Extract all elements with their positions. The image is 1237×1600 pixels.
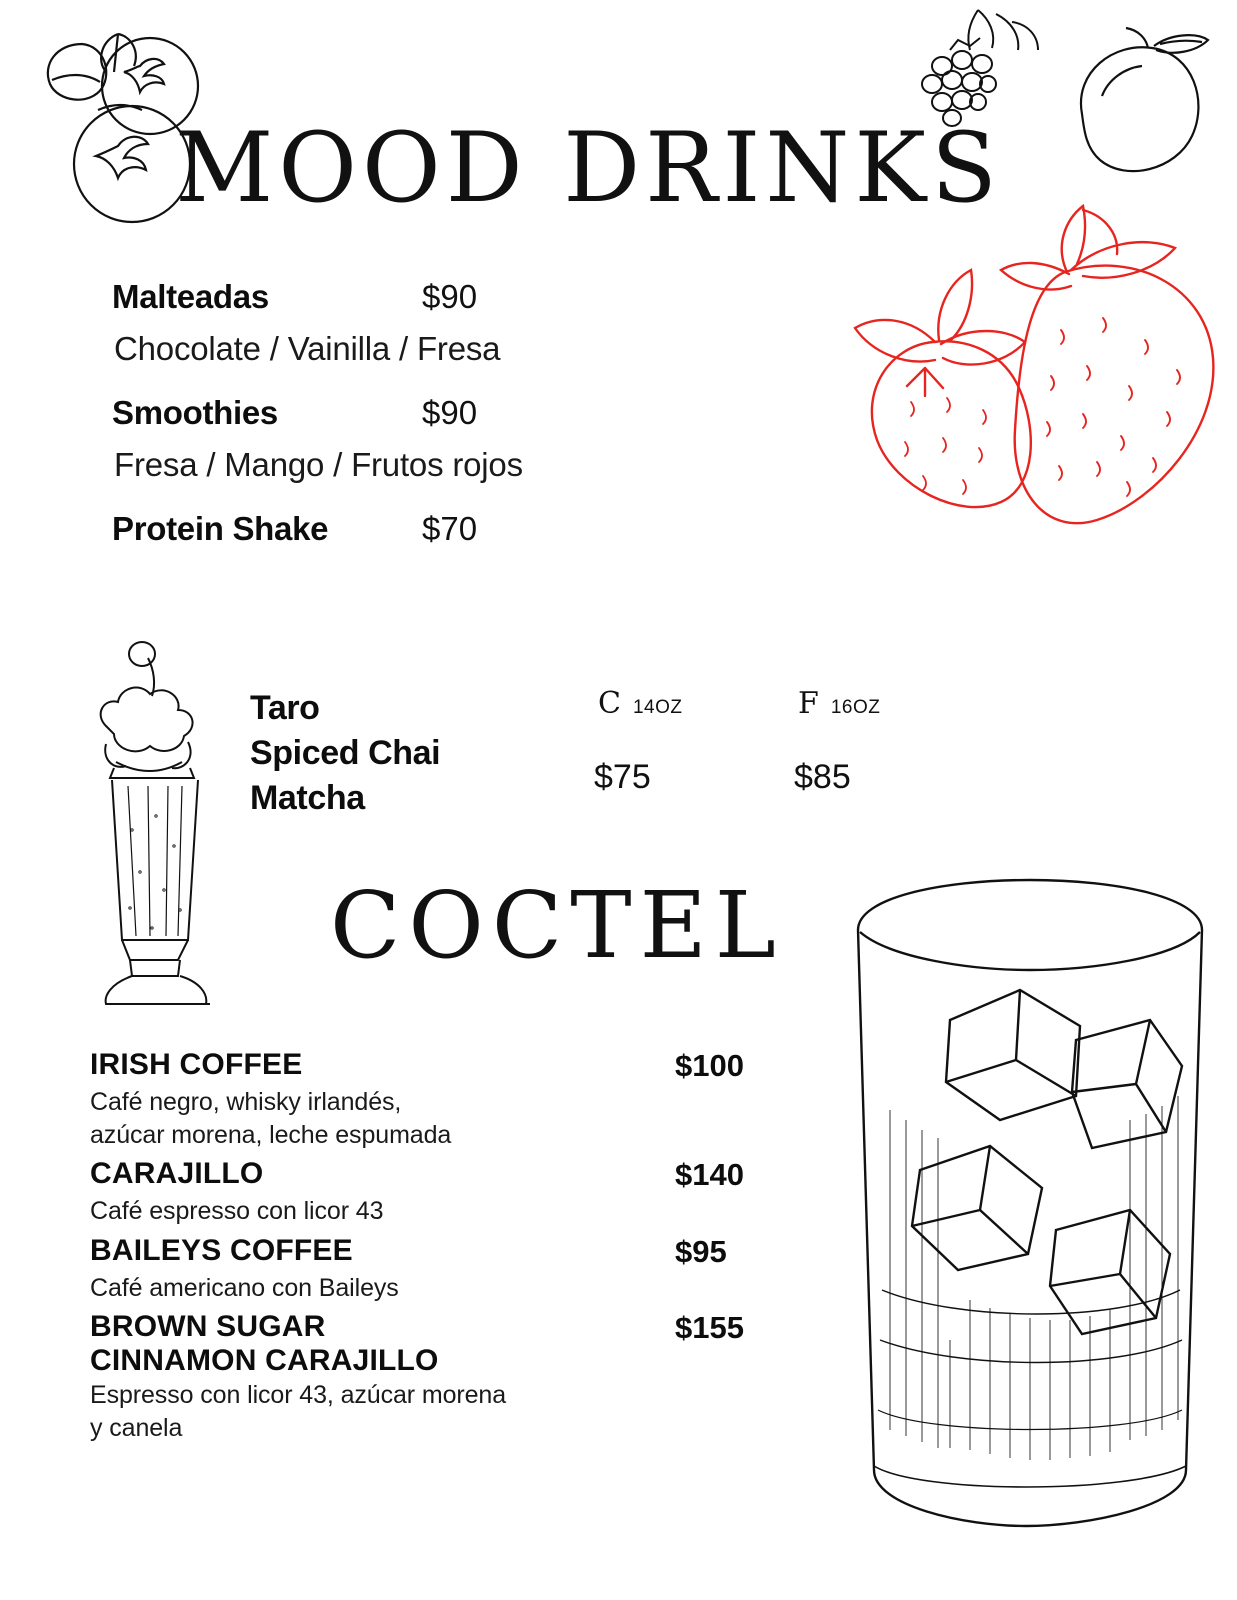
size-letter: F (798, 686, 819, 721)
flavor-list (250, 686, 440, 821)
item-name: Smoothies (112, 394, 278, 431)
size-column-f (798, 686, 880, 721)
coctel-item-brown-sugar-cinnamon-carajillo (90, 1310, 790, 1444)
menu-item-malteadas (112, 278, 812, 316)
price-size-c: $75 (594, 758, 651, 796)
milkshake-icon (70, 640, 250, 1010)
coctel-name: IRISH COFFEE (90, 1048, 303, 1081)
item-name: Protein Shake (112, 510, 329, 547)
menu-item-smoothies (112, 394, 812, 432)
item-name: Malteadas (112, 278, 269, 315)
strawberries-icon (815, 190, 1237, 550)
mango-icon (1030, 18, 1215, 193)
coctel-price: $155 (675, 1310, 744, 1345)
item-price: $70 (422, 510, 478, 547)
mood-drinks-list (112, 278, 812, 548)
price-size-f: $85 (794, 758, 851, 796)
item-description: Chocolate / Vainilla / Fresa (114, 330, 501, 367)
flavor-matcha: Matcha (250, 778, 365, 817)
coctel-description: Café espresso con licor 43 (90, 1197, 384, 1225)
coctel-price: $100 (675, 1048, 744, 1083)
coctel-item-irish-coffee (90, 1048, 790, 1151)
coctel-name: CARAJILLO (90, 1157, 264, 1190)
page-title-mood-drinks: MOOD DRINKS (175, 112, 1002, 224)
coctel-item-baileys-coffee (90, 1234, 790, 1305)
flavor-spiced-chai: Spiced Chai (250, 733, 441, 772)
coctel-name: BAILEYS COFFEE (90, 1233, 353, 1267)
item-price: $90 (422, 278, 478, 315)
coctel-description: Café negro, whisky irlandés, azúcar morena, leche espumada (90, 1088, 452, 1149)
coctel-item-carajillo (90, 1157, 790, 1228)
item-price: $90 (422, 394, 478, 431)
coctel-description: Café americano con Baileys (90, 1273, 399, 1302)
menu-item-protein-shake (112, 510, 812, 548)
size-ounces: 14OZ (632, 697, 683, 718)
section-title-coctel: COCTEL (330, 872, 784, 979)
coctel-description: Espresso con licor 43, azúcar morena y canela (90, 1381, 507, 1442)
flavor-taro: Taro (250, 689, 320, 727)
cocktail-glass-icon (830, 870, 1230, 1550)
item-description: Fresa / Mango / Frutos rojos (114, 446, 523, 483)
coctel-price: $95 (675, 1233, 727, 1269)
coctel-price: $140 (675, 1157, 744, 1192)
size-letter: C (598, 686, 621, 721)
size-column-c (598, 686, 683, 721)
size-ounces: 16OZ (830, 697, 881, 718)
sized-drinks-block (250, 686, 950, 817)
coctel-name: BROWN SUGAR CINNAMON CARAJILLO (90, 1310, 439, 1377)
coctel-list (90, 1048, 790, 1450)
